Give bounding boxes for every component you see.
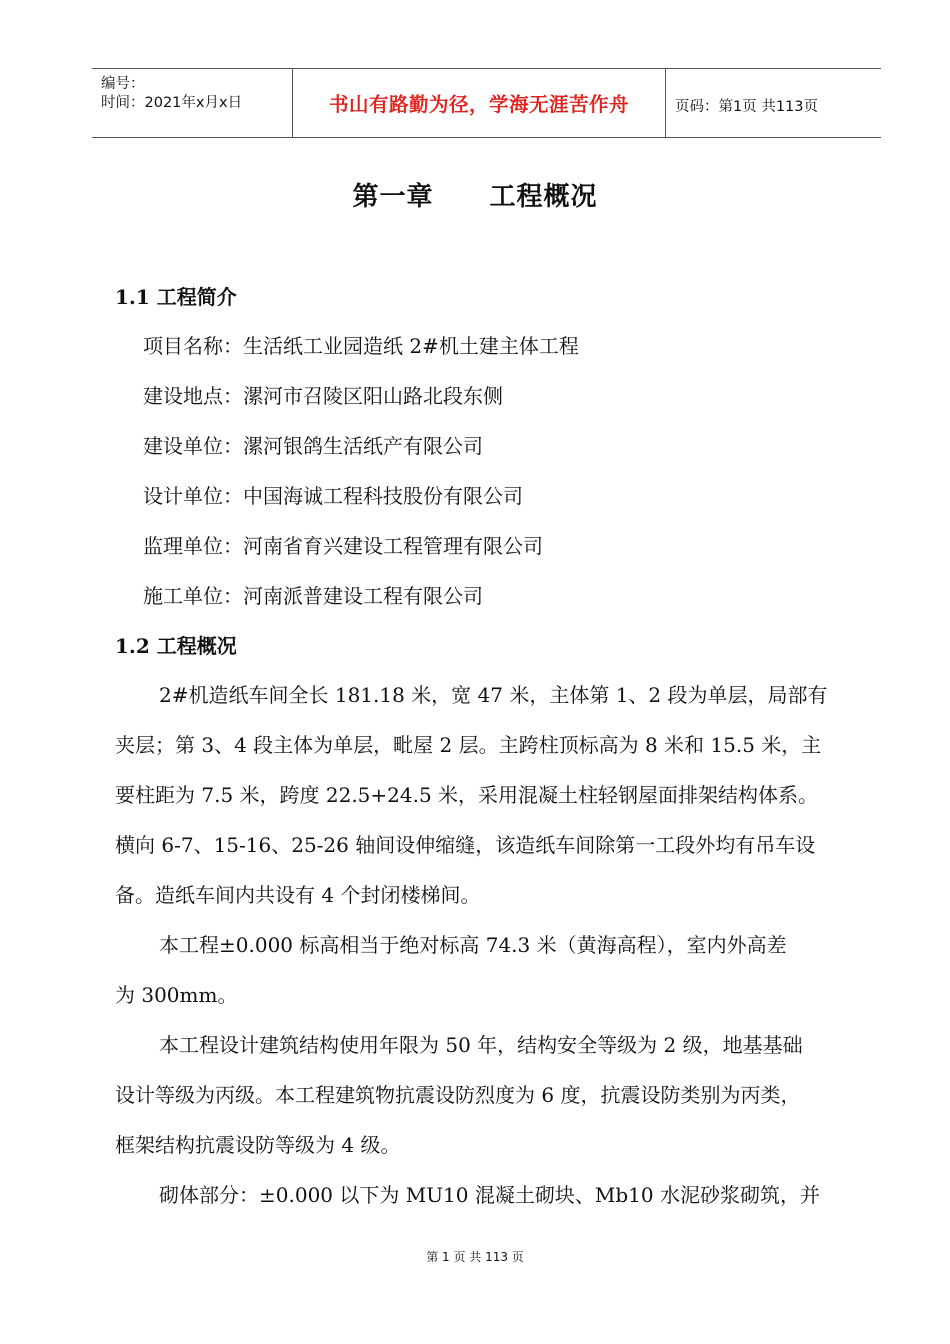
header-table	[92, 68, 881, 138]
chapter-title	[0, 176, 950, 213]
page-footer: 第 1 页 共 113 页	[426, 1250, 524, 1264]
project-info-line: 施工单位：河南派普建设工程有限公司	[143, 584, 483, 608]
project-info-line: 建设地点：漯河市召陵区阳山路北段东侧	[143, 384, 503, 408]
body-text-line: 备。造纸车间内共设有 4 个封闭楼梯间。	[115, 883, 481, 907]
body-text-line: 设计等级为丙级。本工程建筑物抗震设防烈度为 6 度，抗震设防类别为丙类，	[115, 1083, 801, 1107]
body-text-line: 2#机造纸车间全长 181.18 米，宽 47 米，主体第 1、2 段为单层，局部有	[159, 683, 828, 707]
header-motto-cell	[293, 69, 666, 137]
header-motto: 书山有路勤为径，学海无涯苦作舟	[328, 93, 629, 116]
body-text-line: 本工程±0.000 标高相当于绝对标高 74.3 米（黄海高程），室内外高差	[159, 933, 787, 957]
chapter-number: 第一章	[352, 182, 434, 212]
header-page-info: 页码：第1页 共113页	[675, 99, 819, 115]
section-heading: 1.2 工程概况	[115, 634, 237, 658]
project-info-line: 项目名称：生活纸工业园造纸 2#机土建主体工程	[143, 334, 579, 358]
header-page-cell	[666, 69, 881, 137]
body-text-line: 本工程设计建筑结构使用年限为 50 年，结构安全等级为 2 级，地基基础	[159, 1033, 803, 1057]
header-meta-cell	[92, 69, 293, 137]
project-info-line: 监理单位：河南省育兴建设工程管理有限公司	[143, 534, 543, 558]
body-text-line: 夹层；第 3、4 段主体为单层，毗屋 2 层。主跨柱顶标高为 8 米和 15.5 米，主	[115, 733, 822, 757]
body-text-line: 框架结构抗震设防等级为 4 级。	[115, 1133, 401, 1157]
body-text-line: 横向 6-7、15-16、25-26 轴间设伸缩缝，该造纸车间除第一工段外均有吊车设	[115, 833, 816, 857]
document-number-label: 编号：	[101, 76, 145, 92]
body-text-line: 砌体部分：±0.000 以下为 MU10 混凝土砌块、Mb10 水泥砂浆砌筑，并	[159, 1183, 820, 1207]
body-text-line: 要柱距为 7.5 米，跨度 22.5+24.5 米，采用混凝土柱轻钢屋面排架结构体系。	[115, 783, 819, 807]
project-info-line: 建设单位：漯河银鸽生活纸产有限公司	[143, 434, 483, 458]
project-info-line: 设计单位：中国海诚工程科技股份有限公司	[143, 484, 523, 508]
document-time-label: 时间：2021年x月x日	[101, 95, 243, 111]
section-heading: 1.1 工程简介	[115, 285, 237, 309]
body-text-line: 为 300mm。	[115, 983, 238, 1007]
chapter-name: 工程概况	[489, 182, 598, 212]
